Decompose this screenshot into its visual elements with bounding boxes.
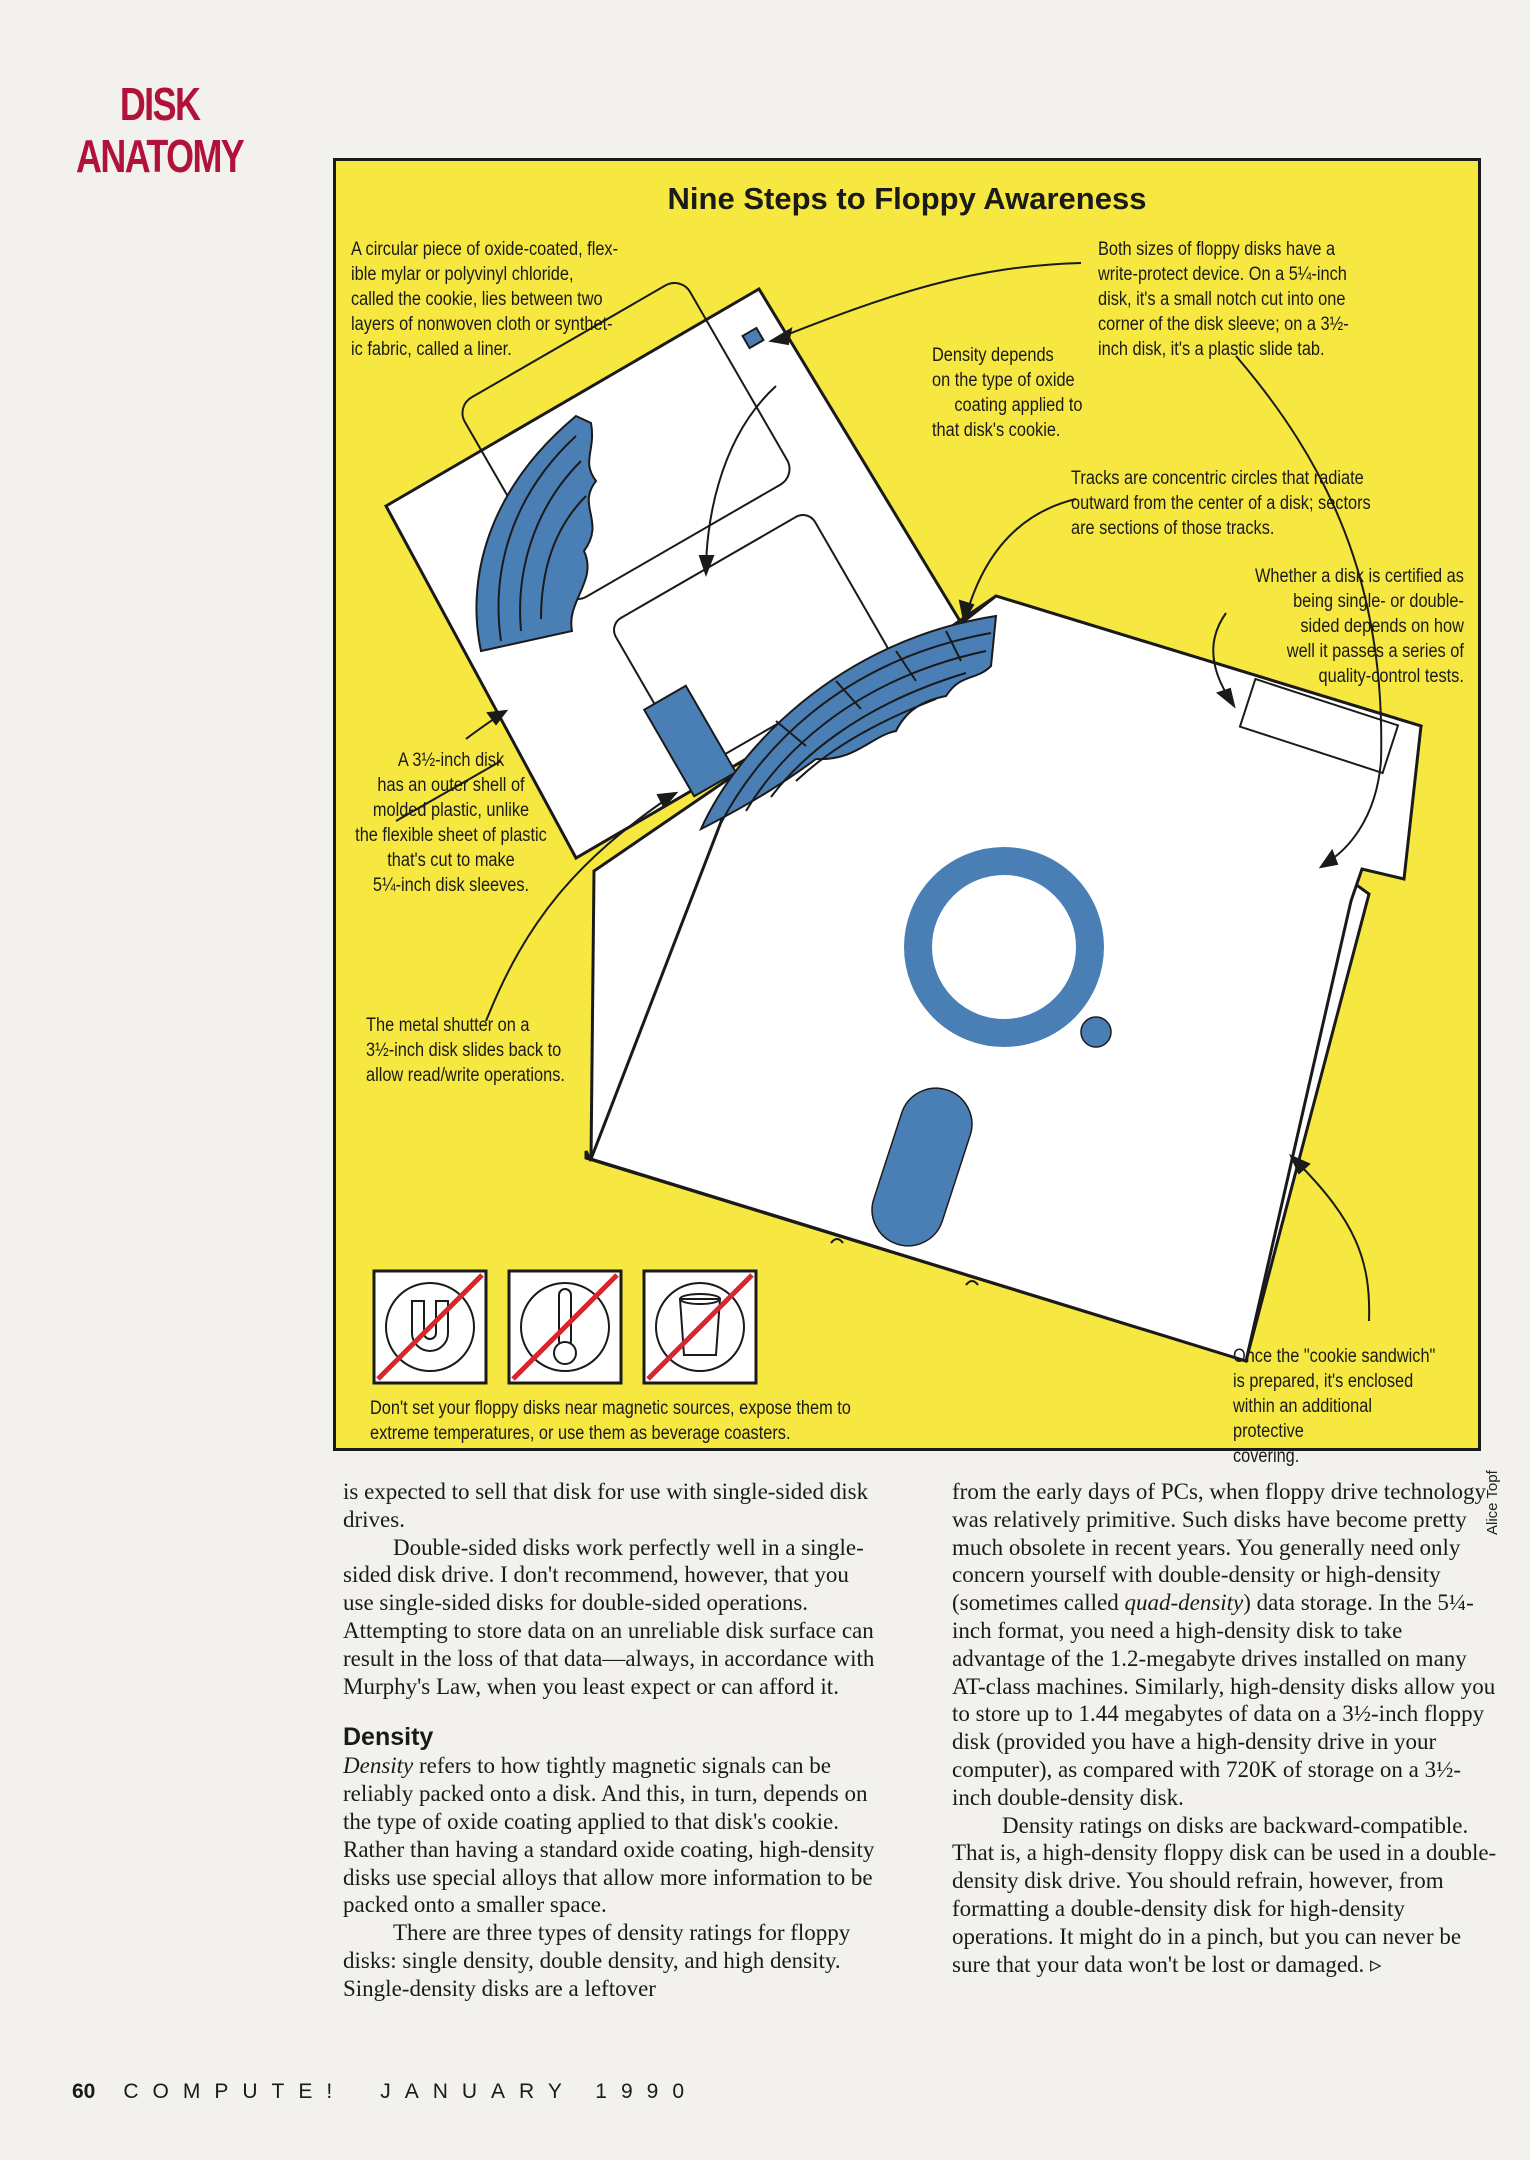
section-label [76,78,243,182]
paragraph-text: ) data storage. In the 5¼-inch format, you need a high-density disk to take advantage of the 1.2-megabyte drives installed on many AT-class machines. Similarly, high-density disks allow you to store up to 1.44 megabytes of data on a 3½-inch floppy disk (provided you have a high-density drive in your computer), as compared with 720K of storage on a 3½-inch double-density disk. [952,1590,1496,1810]
callout-line: being single- or double- [1293,591,1464,612]
callout-line: well it passes a series of [1286,641,1464,662]
callout-line: extreme temperatures, or use them as beverage coasters. [370,1423,791,1444]
figure-title: Nine Steps to Floppy Awareness [667,181,1147,216]
callout-cookie [351,237,618,362]
callout-line: on the type of oxide [932,370,1075,391]
callout-line: The metal shutter on a [366,1015,530,1036]
callout-line: coating applied to [954,395,1083,416]
callout-line: write-protect device. On a 5¼-inch [1098,264,1347,285]
callout-line: ible mylar or polyvinyl chloride, [351,264,574,285]
callout-line: inch disk, it's a plastic slide tab. [1098,339,1325,360]
callout-line: quality-control tests. [1318,666,1464,687]
callout-line: within an additional protective [1233,1396,1372,1442]
callout-line: the flexible sheet of plastic [355,825,547,846]
paragraph: is expected to sell that disk for use with single-sided disk drives. [343,1479,869,1532]
callout-line: ic fabric, called a liner. [351,339,512,360]
magnet-icon [374,1271,486,1383]
callout-line: has an outer shell of [377,775,525,796]
page-footer [72,2080,698,2104]
callout-write-protect [1098,237,1349,362]
callout-line: called the cookie, lies between two [351,289,603,310]
index-hole [1081,1017,1111,1047]
callout-line: Both sizes of floppy disks have a [1098,239,1336,260]
callout-line: 5¼-inch disk sleeves. [372,875,530,896]
beverage-glass-icon [644,1271,756,1383]
callout-warning [370,1396,851,1446]
callout-line: are sections of those tracks. [1071,518,1275,539]
callout-line: molded plastic, unlike [372,800,530,821]
emphasis: quad-density [1124,1590,1244,1616]
callout-line: outward from the center of a disk; sectors [1071,493,1371,514]
callout-line: disk, it's a small notch cut into one [1098,289,1346,310]
callout-line: that's cut to make [387,850,515,871]
illustration-credit: Alice Topf [1484,1470,1501,1535]
paragraph-text: refers to how tightly magnetic signals can be reliably packed onto a disk. And this, in turn, depends on the type of oxide coating applied to that disk's cookie. Rather than having a standard oxide coating, high-density disks use special alloys that allow more information to be packed onto a smaller space. [343,1753,875,1918]
magazine-name: COMPUTE! [123,2080,347,2103]
callout-line: Once the "cookie sandwich" [1233,1346,1436,1367]
section-heading: Density [343,1723,434,1752]
paragraph: Double-sided disks work perfectly well in a single-sided disk drive. I don't recommend, however, that you use single-sided disks for double-sided operations. Attempting to store data on an unreliable disk surface can result in the loss of that data—always, in accordance with Murphy's Law, when you least expect or can afford it. [343,1534,875,1699]
floppy-diagram [333,158,1481,1467]
warning-icons [374,1271,756,1383]
callout-line: that disk's cookie. [932,420,1061,441]
callout-line: Tracks are concentric circles that radiate [1071,468,1364,489]
thermometer-icon [509,1271,621,1383]
paragraph [343,1752,883,1919]
emphasis: Density [343,1753,414,1779]
callout-line: sided depends on how [1300,616,1464,637]
issue-date: JANUARY 1990 [380,2080,699,2103]
callout-line: Density depends [932,345,1054,366]
section-label-line2: ANATOMY [76,130,244,182]
article-column-2 [952,1478,1497,1978]
paragraph: Density ratings on disks are backward-compatible. That is, a high-density floppy disk can be used in a double-density disk drive. You should refrain, however, from formatting a double-density disk for high-density operations. It might do in a pinch, but you can never be sure that your data won't be lost or damaged. ▹ [952,1812,1497,1977]
callout-line: corner of the disk sleeve; on a 3½- [1098,314,1349,335]
callout-certified [1255,564,1464,689]
callout-line: Whether a disk is certified as [1255,566,1464,587]
callout-density [932,343,1082,443]
callout-shell [348,748,554,898]
callout-line: allow read/write operations. [366,1065,565,1086]
callout-shutter [366,1013,565,1088]
page-number: 60 [72,2080,96,2103]
paragraph [952,1478,1497,1812]
callout-sandwich [1233,1344,1444,1469]
paragraph: There are three types of density ratings for floppy disks: single density, double density, and high density. Single-density disks are a leftover [343,1920,851,2001]
section-label-line1: DISK [119,78,200,130]
callout-line: 3½-inch disk slides back to [366,1040,562,1061]
callout-line: layers of nonwoven cloth or synthet- [351,314,613,335]
callout-line: is prepared, it's enclosed [1233,1371,1414,1392]
callout-tracks [1071,466,1371,541]
callout-line: covering. [1233,1446,1300,1467]
callout-line: A 3½-inch disk [397,750,505,771]
paragraph-text: from the early days of PCs, when floppy drive technology was relatively primitive. Such disks have become pretty much obsolete in recent years. You generally need only concern yourself with double-density or high-density (sometimes called [952,1479,1486,1616]
callout-line: Don't set your floppy disks near magnetic sources, expose them to [370,1398,851,1419]
article-column-1 [343,1478,883,2003]
callout-line: A circular piece of oxide-coated, flex- [351,239,619,260]
